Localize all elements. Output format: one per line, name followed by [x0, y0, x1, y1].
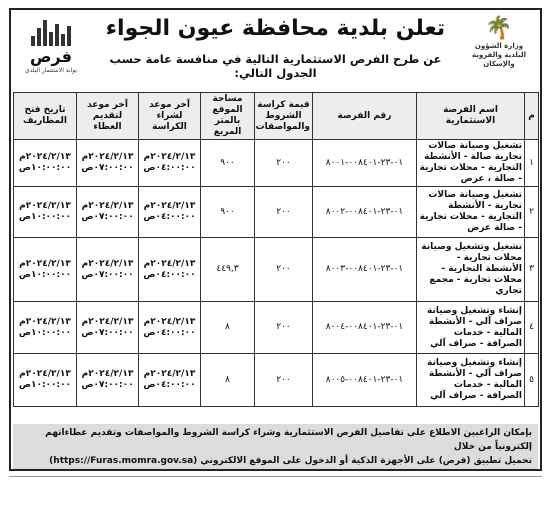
footer-line-2	[19, 454, 532, 468]
envelope-opening-date: ٢٠٢٤/٢/١٣م ١٠:٠٠:٠٠ص	[14, 302, 77, 354]
envelope-opening-date: ٢٠٢٤/٢/١٣م ١٠:٠٠:٠٠ص	[14, 238, 77, 302]
opportunity-name: إنشاء وتشغيل وصيانة صراف آلي - الأنشطة المالية - خدمات الصرافة - صراف آلي	[417, 354, 525, 407]
ad-title: تعلن بلدية محافظة عيون الجواء	[105, 16, 446, 41]
ministry-name: وزارة الشؤون البلدية والقروية والإسكان	[471, 42, 527, 68]
envelope-opening-date: ٢٠٢٤/٢/١٣م ١٠:٠٠:٠٠ص	[14, 354, 77, 407]
column-header: قيمة كراسة الشروط والمواصفات	[255, 93, 313, 140]
furas-website-link[interactable]: (https://Furas.momra.gov.sa)	[49, 456, 198, 466]
column-header: تاريخ فتح المظاريف	[14, 93, 77, 140]
booklet-deadline: ٢٠٢٤/٢/١٣م ٠٤:٠٠:٠٠ص	[139, 187, 201, 238]
advertisement-frame	[9, 8, 542, 471]
booklet-price: ٢٠٠	[255, 238, 313, 302]
column-header: رقم الفرصة	[313, 93, 417, 140]
furas-logo-subtext: بوابة الاستثمار البلدي	[24, 67, 78, 74]
bid-deadline: ٢٠٢٤/٢/١٣م ٠٧:٠٠:٠٠ص	[77, 238, 139, 302]
footer-line-2-text: تحميل تطبيق (فرص) على الأجهزة الذكية أو الدخول على الموقع الالكتروني	[200, 456, 532, 466]
booklet-price: ٢٠٠	[255, 140, 313, 187]
column-header: اسم الفرصة الاستثمارية	[417, 93, 525, 140]
site-area: ٨	[201, 302, 255, 354]
row-number: ٤	[525, 302, 539, 354]
opportunity-id: ٠١-٢٣-٠٠٨٤٠١-٨٠٠٤	[313, 302, 417, 354]
skyline-icon	[23, 16, 79, 46]
opportunity-name: تشغيل وصيانة صالات تجارية صالة - الأنشطة التجارية - محلات تجارية - صالة ، عرض	[417, 140, 525, 187]
palm-swords-emblem-icon: 🌴	[485, 16, 513, 41]
page-divider	[9, 476, 542, 477]
footer-line-1: بإمكان الراغبين الاطلاع على تفاصيل الفرص الاستثمارية وشراء كراسة الشروط والمواصفات وتقديم عطاءاتهم إلكترونياً من خلال	[45, 428, 532, 452]
footer-notice	[13, 424, 538, 469]
column-header: آخر موعد لتقديم العطاء	[77, 93, 139, 140]
table-header-row	[14, 93, 539, 140]
booklet-deadline: ٢٠٢٤/٢/١٣م ٠٤:٠٠:٠٠ص	[139, 354, 201, 407]
opportunity-id: ٠١-٢٣-٠٠٨٤٠١-٨٠٠١	[313, 140, 417, 187]
booklet-price: ٢٠٠	[255, 187, 313, 238]
bid-deadline: ٢٠٢٤/٢/١٣م ٠٧:٠٠:٠٠ص	[77, 187, 139, 238]
opportunity-name: تشغيل وتشغيل وصيانة محلات تجارية - الأنشطة التجارية - محلات تجارية - مجمع تجاري	[417, 238, 525, 302]
table-row	[14, 238, 539, 302]
opportunity-name: تشغيل وصيانة صالات تجارية - الأنشطة التجارية - محلات تجارية - صالة عرض	[417, 187, 525, 238]
table-row	[14, 354, 539, 407]
ad-header	[11, 10, 540, 88]
site-area: ٩٠٠	[201, 140, 255, 187]
booklet-price: ٢٠٠	[255, 302, 313, 354]
opportunity-id: ٠١-٢٣-٠٠٨٤٠١-٨٠٠٢	[313, 187, 417, 238]
row-number: ٥	[525, 354, 539, 407]
opportunity-id: ٠١-٢٣-٠٠٨٤٠١-٨٠٠٥	[313, 354, 417, 407]
table-row	[14, 140, 539, 187]
table-row	[14, 302, 539, 354]
row-number: ٣	[525, 238, 539, 302]
envelope-opening-date: ٢٠٢٤/٢/١٣م ١٠:٠٠:٠٠ص	[14, 140, 77, 187]
row-number: ٢	[525, 187, 539, 238]
opportunity-name: إنشاء وتشغيل وصيانة صراف آلي - الأنشطة المالية - خدمات الصرافة - صراف آلي	[417, 302, 525, 354]
bid-deadline: ٢٠٢٤/٢/١٣م ٠٧:٠٠:٠٠ص	[77, 354, 139, 407]
column-header: مساحة الموقع بالمتر المربع	[201, 93, 255, 140]
booklet-price: ٢٠٠	[255, 354, 313, 407]
opportunity-id: ٠١-٢٣-٠٠٨٤٠١-٨٠٠٣	[313, 238, 417, 302]
site-area: ٨	[201, 354, 255, 407]
booklet-deadline: ٢٠٢٤/٢/١٣م ٠٤:٠٠:٠٠ص	[139, 302, 201, 354]
column-header: آخر موعد لشراء الكراسة	[139, 93, 201, 140]
bid-deadline: ٢٠٢٤/٢/١٣م ٠٧:٠٠:٠٠ص	[77, 140, 139, 187]
site-area: ٩٠٠	[201, 187, 255, 238]
ad-subtitle: عن طرح الفرص الاستثمارية التالية في منافسة عامة حسب الجدول التالي:	[109, 52, 442, 80]
column-header: م	[525, 93, 539, 140]
row-number: ١	[525, 140, 539, 187]
booklet-deadline: ٢٠٢٤/٢/١٣م ٠٤:٠٠:٠٠ص	[139, 238, 201, 302]
bid-deadline: ٢٠٢٤/٢/١٣م ٠٧:٠٠:٠٠ص	[77, 302, 139, 354]
site-area: ٤٤٩,٣	[201, 238, 255, 302]
booklet-deadline: ٢٠٢٤/٢/١٣م ٠٤:٠٠:٠٠ص	[139, 140, 201, 187]
opportunities-table	[13, 92, 539, 407]
furas-logo	[17, 16, 85, 78]
furas-logo-text: فرص	[30, 47, 72, 66]
envelope-opening-date: ٢٠٢٤/٢/١٣م ١٠:٠٠:٠٠ص	[14, 187, 77, 238]
table-row	[14, 187, 539, 238]
ministry-logo	[464, 16, 534, 80]
